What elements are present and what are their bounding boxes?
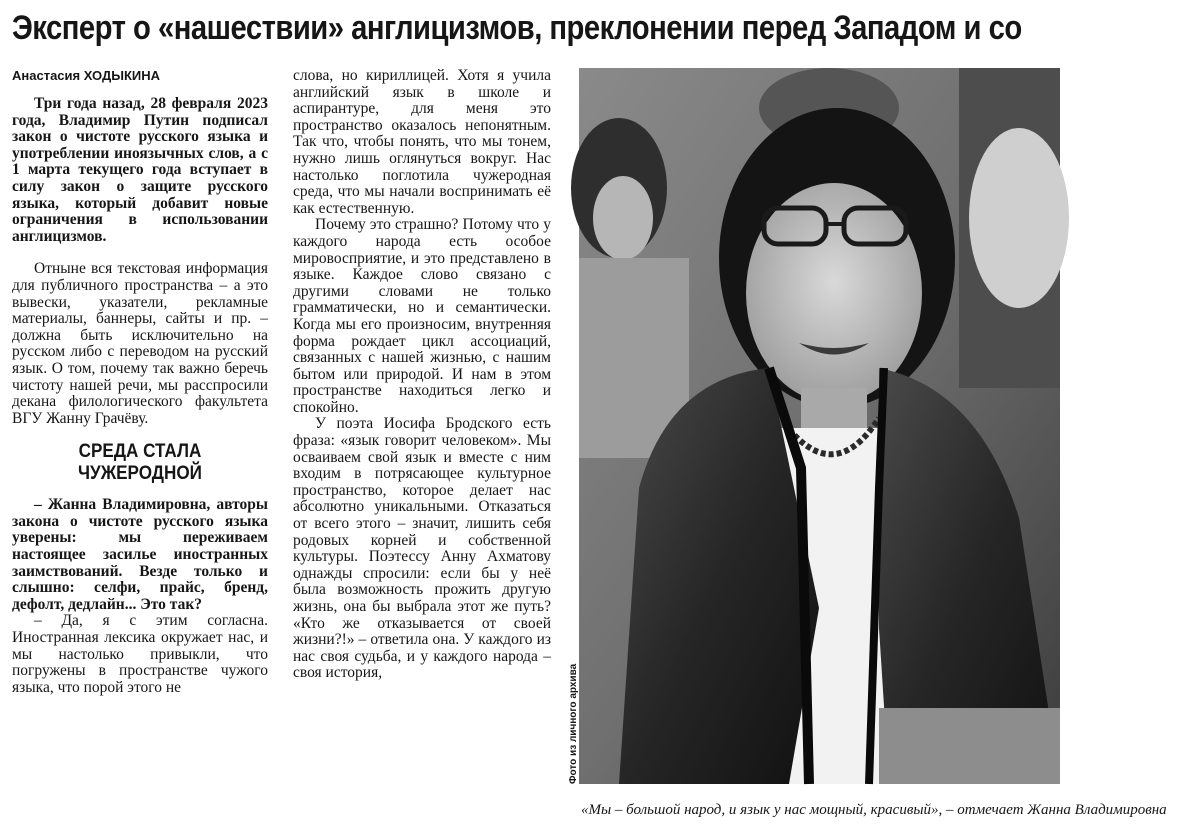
column-2-paragraph-1: слова, но кириллицей. Хотя я учила английский язык в школе и аспирантуре, для меня это пространство оказалось непонятным. Так что, чтобы понять, что мы тонем, нужно лишь оглянуться вокруг. Нас настолько поглотила чужеродная среда, что мы начали воспринимать её как естественную. xyxy=(293,67,551,217)
photo-credit: Фото из личного архива xyxy=(568,663,579,784)
author-byline: Анастасия ХОДЫКИНА xyxy=(12,68,161,83)
column-2 xyxy=(293,68,551,682)
portrait-photo xyxy=(579,68,1060,784)
subheading: СРЕДА СТАЛА ЧУЖЕРОДНОЙ xyxy=(78,441,202,485)
column-2-paragraph-2: Почему это страшно? Потому что у каждого народа есть особое мировосприятие, и это представлено в языке. Каждое слово связано с другими словами не только грамматически, но и семантически. Когда мы его произносим, внутренняя форма рождает цикл ассоциаций, связанных с нашей жизнью, с нашим бытом или природой. И нам в этом пространстве находиться легко и спокойно. xyxy=(293,216,551,416)
photo-caption: «Мы – большой народ, и язык у нас мощный, красивый», – отмечает Жанна Владимировна xyxy=(581,802,1167,818)
column-1 xyxy=(12,68,268,696)
headline: Эксперт о «нашествии» англицизмов, преклонении перед Западом и со xyxy=(12,9,1022,47)
interview-answer: – Да, я с этим согласна. Иностранная лексика окружает нас, и мы настолько привыкли, что погружены в пространстве чужого языка, что порой этого не xyxy=(12,612,268,696)
lead-paragraph: Три года назад, 28 февраля 2023 года, Владимир Путин подписал закон о чистоте русского языка и употреблении иноязычных слов, а с 1 марта текущего года вступает в силу закон о защите русского языка, который добавит новые ограничения в использовании англицизмов. xyxy=(12,95,268,245)
column-2-paragraph-3: У поэта Иосифа Бродского есть фраза: «язык говорит человеком». Мы осваиваем свой язык и вместе с ним входим в потрясающее культурное пространство, которое делает нас абсолютно уникальными. Отказаться от всего этого – значит, лишить себя родовых корней и собственной культуры. Поэтессу Анну Ахматову однажды спросили: если бы у неё была возможность прожить другую жизнь, она бы выбрала этот же путь? «Кто же отказывается от своей жизни?!» – ответила она. У каждого из нас своя судьба, и у каждого народа – своя история, xyxy=(293,415,551,682)
interview-question: – Жанна Владимировна, авторы закона о чистоте русского языка уверены: мы переживаем настоящее засилье иностранных заимствований. Везде только и слышно: селфи, прайс, бренд, дефолт, дедлайн... Это так? xyxy=(12,496,268,613)
intro-paragraph: Отныне вся текстовая информация для публичного пространства – а это вывески, указатели, рекламные материалы, баннеры, сайты и пр. – должна быть исключительно на русском либо с переводом на русский язык. О том, почему так важно беречь чистоту нашей речи, мы расспросили декана филологического факультета ВГУ Жанну Грачёву. xyxy=(12,260,268,427)
